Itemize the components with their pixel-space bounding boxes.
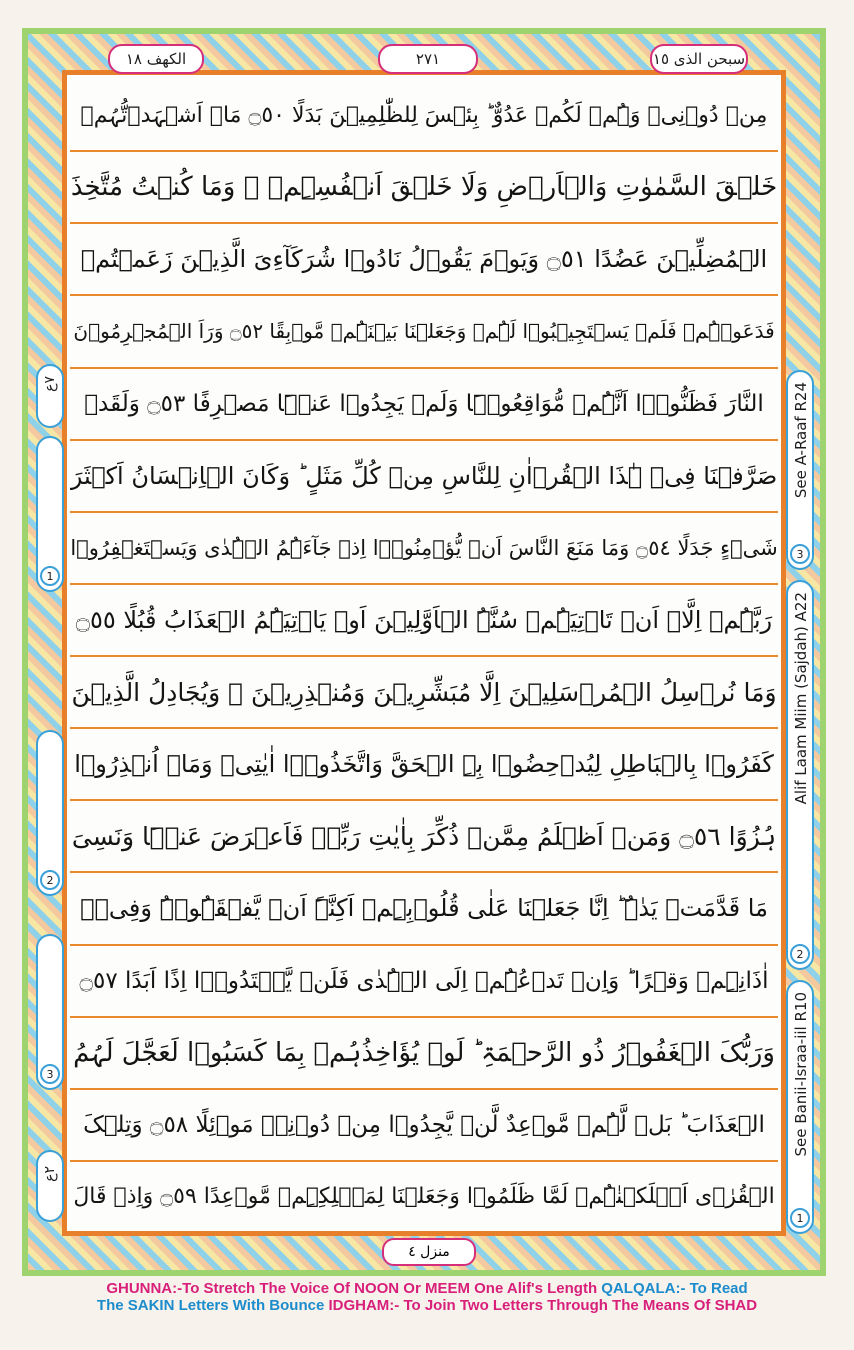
- margin-note-box-2: [36, 730, 64, 896]
- margin-note-number: 3: [790, 544, 810, 564]
- manzil-label: منزل ٤: [382, 1238, 476, 1266]
- verse-line: مِنۡ دُوۡنِیۡ وَہُمۡ لَکُمۡ عَدُوٌّ ؕ بِئۡسَ لِلظّٰلِمِیۡنَ بَدَلًا ۝٥٠ مَاۤ اَشۡہَدۡتُّہُمۡ: [70, 80, 778, 152]
- verse-line: ہُزُوًا ۝٥٦ وَمَنۡ اَظۡلَمُ مِمَّنۡ ذُکِّرَ بِاٰیٰتِ رَبِّہٖ فَاَعۡرَضَ عَنۡہَا وَنَسِیَ: [70, 801, 778, 873]
- verse-line: صَرَّفۡنَا فِیۡ ہٰذَا الۡقُرۡاٰنِ لِلنَّاسِ مِنۡ کُلِّ مَثَلٍ ؕ وَکَانَ الۡاِنۡسَانُ اَکۡثَرَ: [70, 441, 778, 513]
- verse-line: مَا قَدَّمَتۡ یَدٰہُ ؕ اِنَّا جَعَلۡنَا عَلٰی قُلُوۡبِہِمۡ اَکِنَّۃً اَنۡ یَّفۡقَہُوۡہُ وَفِیۡۤ: [70, 873, 778, 945]
- qalqala-description-cont: The SAKIN Letters With Bounce: [96, 1297, 329, 1314]
- ruku-marker-bottom-text: ٢ع: [42, 1166, 58, 1182]
- verse-line: وَرَبُّکَ الۡغَفُوۡرُ ذُو الرَّحۡمَۃِ ؕ لَوۡ یُؤَاخِذُہُمۡ بِمَا کَسَبُوۡا لَعَجَّلَ لَہُمُ: [70, 1018, 778, 1090]
- margin-note-number: 2: [40, 870, 60, 890]
- qalqala-description: To Read: [685, 1280, 748, 1297]
- margin-note-box-sajdah: [786, 580, 814, 970]
- surah-name-label: الکھف ١٨: [108, 44, 204, 74]
- verse-line: شَیۡءٍ جَدَلًا ۝٥٤ وَمَا مَنَعَ النَّاسَ اَنۡ یُّؤۡمِنُوۡۤا اِذۡ جَآءَہُمُ الۡہُدٰی وَیَسۡتَغۡفِرُوۡا: [70, 513, 778, 585]
- verse-line: کَفَرُوۡا بِالۡبَاطِلِ لِیُدۡحِضُوۡا بِہِ الۡحَقَّ وَاتَّخَذُوۡۤا اٰیٰتِیۡ وَمَاۤ اُنۡذِرُوۡا: [70, 729, 778, 801]
- verse-line: وَمَا نُرۡسِلُ الۡمُرۡسَلِیۡنَ اِلَّا مُبَشِّرِیۡنَ وَمُنۡذِرِیۡنَ ۚ وَیُجَادِلُ الَّذِیۡنَ: [70, 657, 778, 729]
- margin-note-box-1: [36, 436, 64, 592]
- margin-note-number: 1: [790, 1208, 810, 1228]
- margin-note-text: Alif Laam Miim (Sajdah) A22: [792, 592, 810, 805]
- verse-line: الۡعَذَابَ ؕ بَلۡ لَّہُمۡ مَّوۡعِدٌ لَّنۡ یَّجِدُوۡا مِنۡ دُوۡنِہٖ مَوۡئِلًا ۝٥٨ وَتِلۡکَ: [70, 1090, 778, 1162]
- ruku-marker-top: [36, 364, 64, 428]
- quran-text-lines: [70, 80, 778, 1232]
- ghunna-description: To Stretch The Voice Of NOON Or MEEM One Alif's Length: [182, 1280, 602, 1297]
- page-number: ٢٧١: [378, 44, 478, 74]
- tajweed-legend: [0, 1280, 854, 1314]
- ruku-marker-top-text: ٧ع: [42, 376, 58, 392]
- margin-note-number: 2: [790, 944, 810, 964]
- verse-line: فَدَعَوۡہُمۡ فَلَمۡ یَسۡتَجِیۡبُوۡا لَہُمۡ وَجَعَلۡنَا بَیۡنَہُمۡ مَّوۡبِقًا ۝٥٢ وَرَاَ الۡمُجۡرِمُوۡنَ: [70, 296, 778, 368]
- legend-line-2: [0, 1297, 854, 1314]
- margin-note-box-a-raaf: [786, 370, 814, 570]
- verse-line: اٰذَانِہِمۡ وَقۡرًا ؕ وَاِنۡ تَدۡعُہُمۡ اِلَی الۡہُدٰی فَلَنۡ یَّہۡتَدُوۡۤا اِذًا اَبَدًا ۝٥٧: [70, 946, 778, 1018]
- margin-note-number: 1: [40, 566, 60, 586]
- idgham-description: To Join Two Letters Through The Means Of SHAD: [399, 1297, 758, 1314]
- ruku-marker-bottom: [36, 1150, 64, 1222]
- verse-line: الۡقُرٰۤی اَہۡلَکۡنٰہُمۡ لَمَّا ظَلَمُوۡا وَجَعَلۡنَا لِمَہۡلِکِہِمۡ مَّوۡعِدًا ۝٥٩ وَاِذۡ قَالَ: [73, 1184, 775, 1210]
- legend-line-1: [0, 1280, 854, 1297]
- verse-line: الۡمُضِلِّیۡنَ عَضُدًا ۝٥١ وَیَوۡمَ یَقُوۡلُ نَادُوۡا شُرَکَآءِیَ الَّذِیۡنَ زَعَمۡتُمۡ: [70, 224, 778, 296]
- margin-note-text: See Banii-Israa-iil R10: [792, 992, 810, 1157]
- verse-line: النَّارَ فَظَنُّوۡۤا اَنَّہُمۡ مُّوَاقِعُوۡہَا وَلَمۡ یَجِدُوۡا عَنۡہَا مَصۡرِفًا ۝٥٣ وَلَقَدۡ: [70, 369, 778, 441]
- qalqala-term: QALQALA:-: [601, 1280, 686, 1297]
- margin-note-number: 3: [40, 1064, 60, 1084]
- ghunna-term: GHUNNA:-: [106, 1280, 183, 1297]
- juz-name-label: سبحن الذی ١٥: [650, 44, 748, 74]
- margin-note-box-banii-israail: [786, 980, 814, 1234]
- verse-line: رَبَّہُمۡ اِلَّاۤ اَنۡ تَاۡتِیَہُمۡ سُنَّۃُ الۡاَوَّلِیۡنَ اَوۡ یَاۡتِیَہُمُ الۡعَذَابُ قُبُلًا ۝٥٥: [70, 585, 778, 657]
- margin-note-box-3: [36, 934, 64, 1090]
- verse-line: خَلۡقَ السَّمٰوٰتِ وَالۡاَرۡضِ وَلَا خَلۡقَ اَنۡفُسِہِمۡ ۪ وَمَا کُنۡتُ مُتَّخِذَ: [70, 152, 778, 224]
- idgham-term: IDGHAM:-: [328, 1297, 400, 1314]
- margin-note-text: See A-Raaf R24: [792, 382, 810, 499]
